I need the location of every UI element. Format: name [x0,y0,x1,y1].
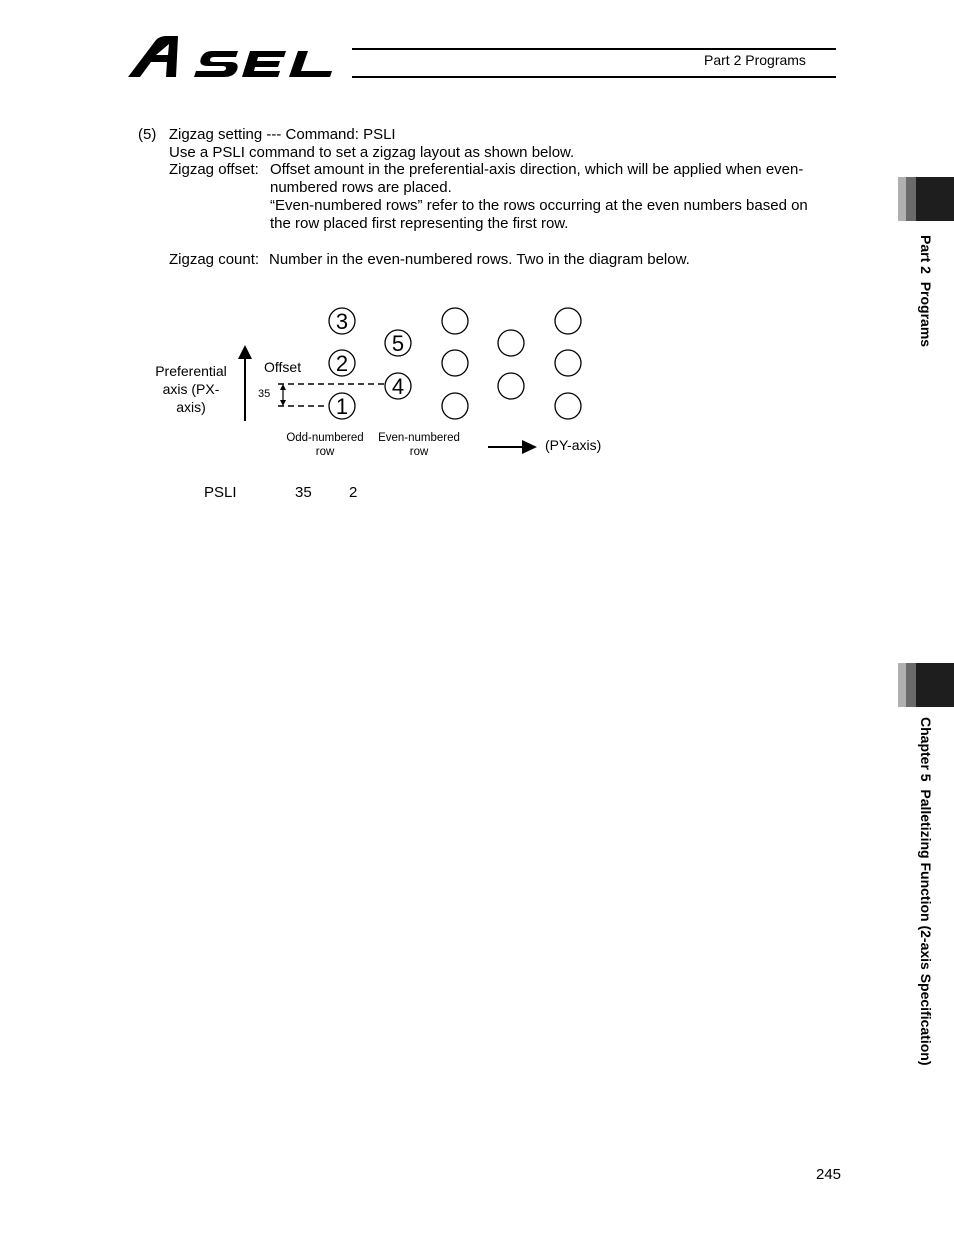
workpiece-empty [555,393,581,419]
header-part-label: Part 2 Programs [704,52,806,68]
workpiece-empty [498,330,524,356]
svg-text:4: 4 [391,374,405,399]
workpiece-4 [385,373,411,399]
offset-value: 35 [258,388,271,400]
workpiece-empty [555,308,581,334]
preferential-axis-arrowhead [238,345,252,359]
command-operand-2: 2 [349,484,358,501]
zigzag-offset-desc-4: the row placed first representing the first row. [270,215,569,232]
side-label-chapter: Chapter 5 Palletizing Function (2-axis Specification) [918,717,934,1066]
section-intro: Use a PSLI command to set a zigzag layout as shown below. [169,144,575,161]
offset-label: Offset [264,359,302,375]
workpiece-empty [442,350,468,376]
even-row-label-2: row [409,446,429,458]
py-axis-label: (PY-axis) [545,437,602,453]
offset-dimension-arrow-down [280,400,286,406]
odd-row-label-2: row [315,446,335,458]
zigzag-offset-desc-1: Offset amount in the preferential-axis direction, which will be applied when even- [270,161,804,178]
section-heading: (5) Zigzag setting --- Command: PSLI [138,126,396,143]
svg-text:2: 2 [335,351,349,376]
svg-text:3: 3 [335,309,349,334]
workpiece-5 [385,330,411,356]
zigzag-count-term: Zigzag count: [169,251,260,268]
zigzag-diagram [0,0,954,520]
zigzag-offset-desc-2: numbered rows are placed. [270,179,452,196]
command-name: PSLI [204,484,237,501]
workpiece-empty [498,373,524,399]
preferential-axis-label-1: Preferential [155,363,227,379]
page-number: 245 [816,1166,842,1183]
workpiece-empty [555,350,581,376]
workpiece-empty [442,308,468,334]
even-row-label-1: Even-numbered [378,432,460,444]
workpiece-empty [442,393,468,419]
workpiece-2 [329,350,355,376]
command-operand-1: 35 [295,484,312,501]
zigzag-offset-term: Zigzag offset: [169,161,259,178]
workpiece-3 [329,308,355,334]
py-axis-arrowhead [522,440,537,454]
zigzag-offset-desc-3: “Even-numbered rows” refer to the rows occurring at the even numbers based on [270,197,808,214]
preferential-axis-label-3: axis) [176,399,206,415]
workpiece-1 [329,393,355,419]
offset-dimension-arrow-up [280,384,286,390]
side-tab-part [898,177,954,221]
odd-row-label-1: Odd-numbered [286,432,364,444]
side-tab-chapter [898,663,954,707]
svg-text:5: 5 [391,331,405,356]
svg-text:1: 1 [335,394,349,419]
preferential-axis-label-2: axis (PX- [162,381,220,397]
zigzag-count-desc: Number in the even-numbered rows. Two in the diagram below. [269,251,690,268]
side-label-part: Part 2 Programs [918,235,934,348]
